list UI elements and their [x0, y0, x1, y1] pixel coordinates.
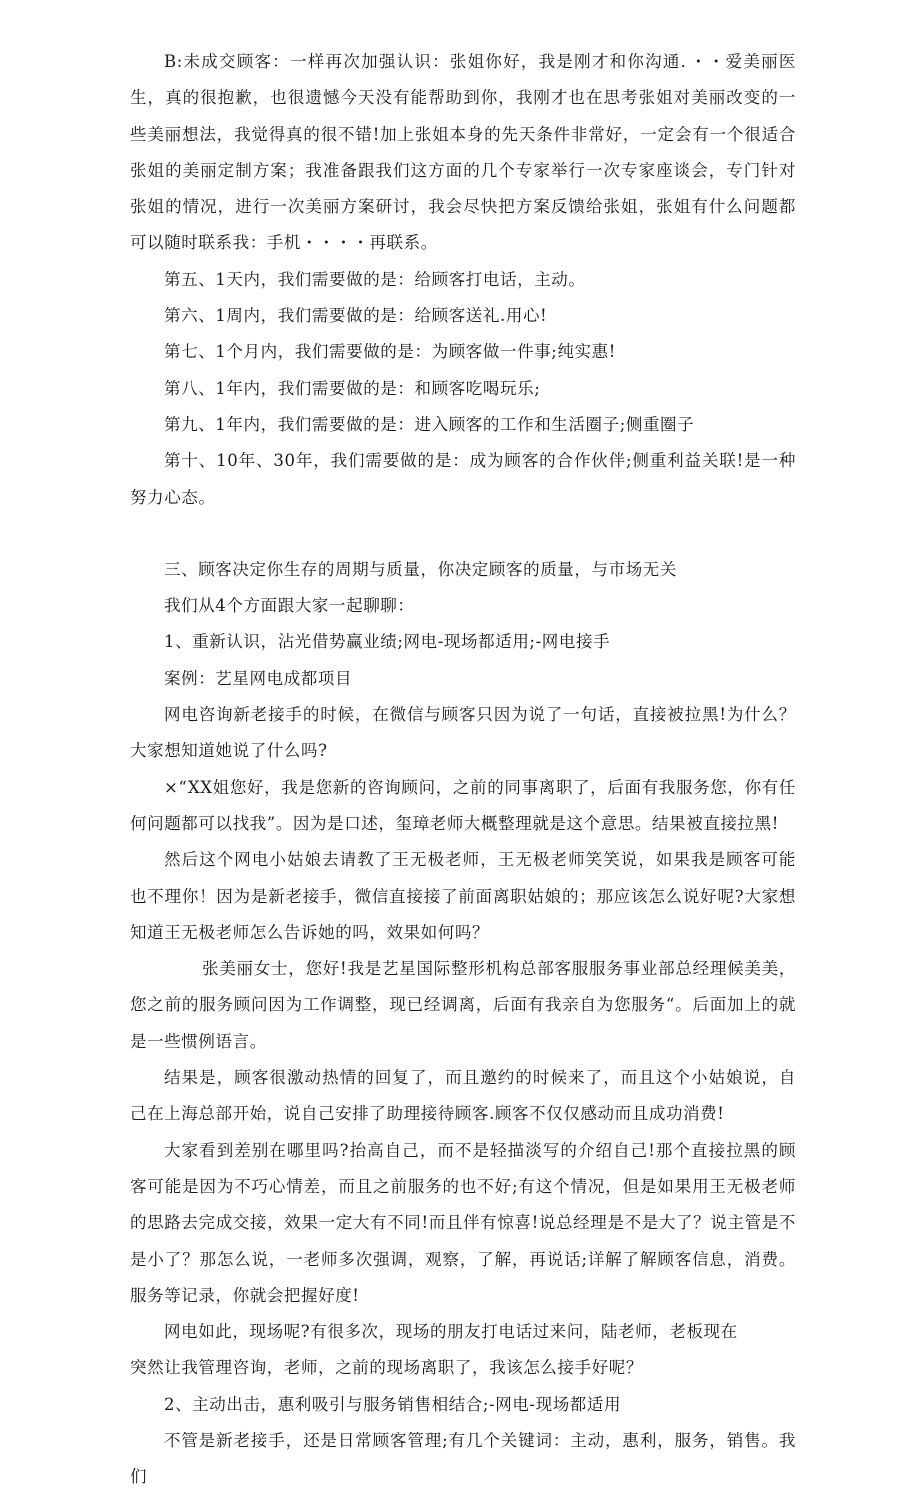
document-body [130, 44, 796, 1496]
onsite-question-line: 网电如此，现场呢?有很多次，现场的朋友打电话过来问，陆老师，老板现在 [164, 1322, 738, 1342]
result-paragraph: 结果是，顾客很激动热情的回复了，而且邀约的时候来了，而且这个小姑娘说，自己在上海总部开始，说自己安排了助理接待顾客.顾客不仅仅感动而且成功消费! [130, 1068, 796, 1124]
analysis-paragraph: 大家看到差别在哪里吗?抬高自己，而不是轻描淡写的介绍自己!那个直接拉黑的顾客可能是因为不巧心情差，而且之前服务的也不好;有这个情况，但是如果用王无极老师的思路去完成交接，效果一定大有不同!而且伴有惊喜!说总经理是不是大了？说主管是不是小了？那怎么说，一老师多次强调，观察，了解，再说话;详解了解顾客信息，消费。服务等记录，你就会把握好度! [130, 1140, 796, 1305]
advice-paragraph: 然后这个网电小姑娘去请教了王无极老师，王无极老师笑笑说，如果我是顾客可能也不理你！因为是新老接手，微信直接接了前面离职姑娘的；那应该怎么说好呢?大家想知道王无极老师怎么告诉她的吗，效果如何吗？ [130, 850, 796, 942]
wrong-example-paragraph: ×“XX姐您好，我是您新的咨询顾问，之前的同事离职了，后面有我服务您，你有任何问题都可以找我”。因为是口述，玺璋老师大概整理就是这个意思。结果被直接拉黑! [130, 777, 796, 833]
step-nine: 第九、1年内，我们需要做的是：进入顾客的工作和生活圈子;侧重圈子 [164, 414, 695, 434]
case-title: 案例：艺星网电成都项目 [164, 668, 353, 688]
paragraph-unconverted-customer: B:未成交顾客：一样再次加强认识：张姐你好，我是刚才和你沟通．・・爱美丽医生，真的很抱歉，也很遗憾今天没有能帮助到你，我刚才也在思考张姐对美丽改变的一些美丽想法，我觉得真的很不错!加上张姐本身的先天条件非常好，一定会有一个很适合张姐的美丽定制方案；我准备跟我们这方面的几个专家举行一次专家座谈会，专门针对张姐的情况，进行一次美丽方案研讨，我会尽快把方案反馈给张姐，张姐有什么问题都可以随时联系我：手机・・・・再联系。 [130, 52, 796, 253]
point-one-heading: 1、重新认识，沾光借势赢业绩;网电-现场都适用;-网电接手 [164, 632, 611, 652]
step-seven: 第七、1个月内，我们需要做的是：为顾客做一件事;纯实惠! [164, 342, 616, 362]
section-intro: 我们从4个方面跟大家一起聊聊： [164, 596, 415, 616]
section-spacer [130, 516, 796, 552]
onsite-question-continuation: 突然让我管理咨询，老师，之前的现场离职了，我该怎么接手好呢？ [130, 1358, 643, 1378]
case-paragraph: 网电咨询新老接手的时候，在微信与顾客只因为说了一句话，直接被拉黑!为什么？大家想知道她说了什么吗? [130, 705, 796, 761]
step-ten: 第十、10年、30年，我们需要做的是：成为顾客的合作伙伴;侧重利益关联!是一种努力心态。 [130, 451, 796, 507]
section-three-heading: 三、顾客决定你生存的周期与质量，你决定顾客的质量，与市场无关 [164, 559, 677, 579]
step-five: 第五、1天内，我们需要做的是：给顾客打电话，主动。 [164, 269, 586, 289]
correct-example-paragraph: 张美丽女士，您好!我是艺星国际整形机构总部客服服务事业部总经理候美美，您之前的服务顾问因为工作调整，现已经调离，后面有我亲自为您服务“。后面加上的就是一些惯例语言。 [130, 959, 796, 1051]
step-six: 第六、1周内，我们需要做的是：给顾客送礼.用心! [164, 306, 548, 326]
step-eight: 第八、1年内，我们需要做的是：和顾客吃喝玩乐; [164, 378, 541, 398]
keywords-paragraph: 不管是新老接手，还是日常顾客管理;有几个关键词：主动，惠利，服务，销售。我们 [130, 1430, 796, 1487]
point-two-heading: 2、主动出击，惠利吸引与服务销售相结合;-网电-现场都适用 [164, 1394, 622, 1414]
